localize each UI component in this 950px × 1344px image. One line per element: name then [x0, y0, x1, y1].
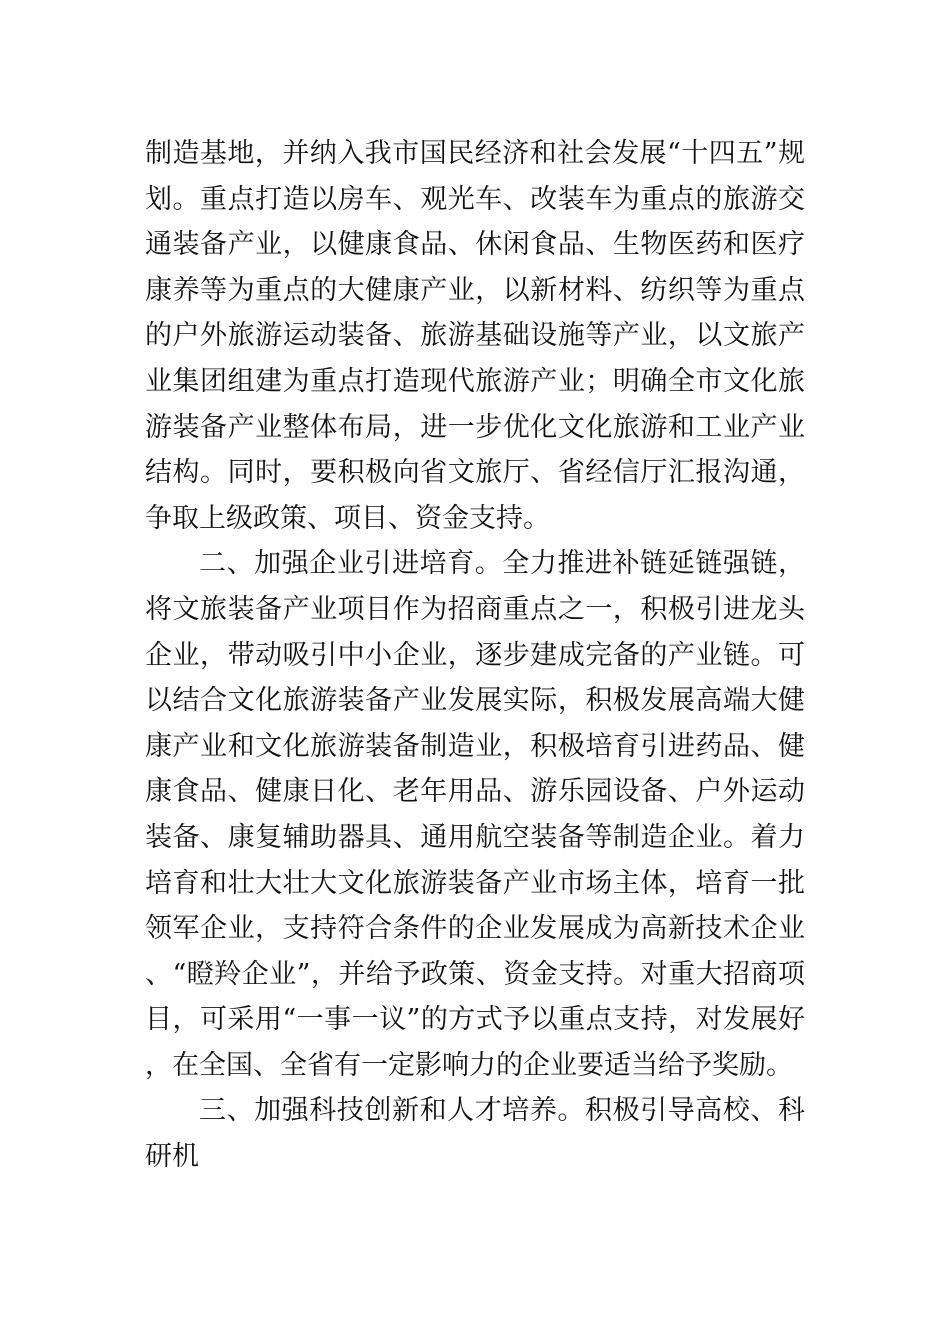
paragraph-enterprise-introduction: 二、加强企业引进培育。全力推进补链延链强链，将文旅装备产业项目作为招商重点之一，积极引进龙头企业，带动吸引中小企业，逐步建成完备的产业链。可以结合文化旅游装备产业发展实际，积极发展高端大健康产业和文化旅游装备制造业，积极培育引进药品、健康食品、健康日化、老年用品、游乐园设备、户外运动装备、康复辅助器具、通用航空装备等制造企业。着力培育和壮大壮大文化旅游装备产业市场主体，培育一批领军企业，支持符合条件的企业发展成为高新技术企业、“瞪羚企业”，并给予政策、资金支持。对重大招商项目，可采用“一事一议”的方式予以重点支持，对发展好，在全国、全省有一定影响力的企业要适当给予奖励。 — [145, 548, 805, 1081]
paragraph-continued-planning: 制造基地，并纳入我市国民经济和社会发展“十四五”规划。重点打造以房车、观光车、改装车为重点的旅游交通装备产业，以健康食品、休闲食品、生物医药和医疗康养等为重点的大健康产业，以新材料、纺织等为重点的户外旅游运动装备、旅游基础设施等产业，以文旅产业集团组建为重点打造现代旅游产业；明确全市文化旅游装备产业整体布局，进一步优化文化旅游和工业产业结构。同时，要积极向省文旅厅、省经信厅汇报沟通，争取上级政策、项目、资金支持。 — [145, 138, 805, 534]
document-body — [145, 131, 805, 1180]
paragraph-tech-innovation: 三、加强科技创新和人才培养。积极引导高校、科研机 — [145, 1095, 805, 1173]
